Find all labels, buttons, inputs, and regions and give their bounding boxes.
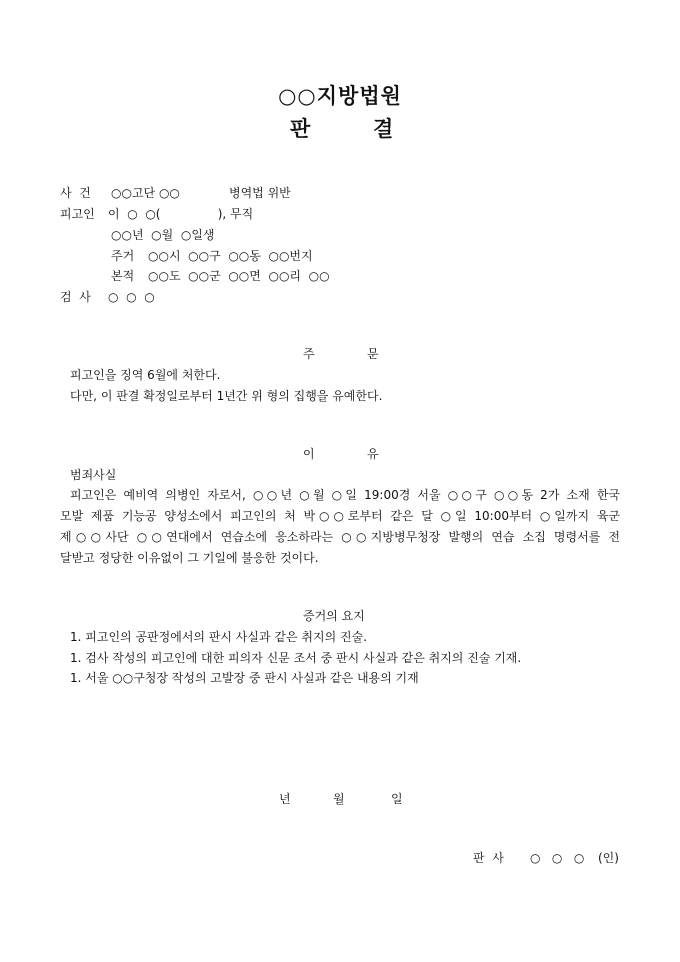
- evidence-heading: 증거의 요지: [303, 609, 365, 623]
- crime-facts-heading: 범죄사실: [70, 468, 117, 482]
- defendant-birth: ○○년 ○월 ○일생: [111, 228, 215, 242]
- document-title-char-1: 판: [290, 116, 311, 141]
- court-name: ○○지방법원: [278, 83, 402, 108]
- crime-facts-line-1: 피고인은 예비역 의병인 자로서, ○○년 ○월 ○일 19:00경 서울 ○○구 ○○동 2가 소재 한국: [70, 488, 620, 502]
- crime-facts-line-4: 달받고 정당한 이유없이 그 기일에 불응한 것이다.: [60, 551, 319, 565]
- crime-facts-line-3: 제○○사단 ○○연대에서 연습소에 응소하라는 ○○지방병무청장 발행의 연습 소집 명령서를 전: [60, 530, 620, 544]
- domicile-value: ○○도 ○○군 ○○면 ○○리 ○○: [148, 269, 330, 283]
- document-title-char-2: 결: [373, 116, 394, 141]
- evidence-item-2: 1. 검사 작성의 피고인에 대한 피의자 신문 조서 중 판시 사실과 같은 취지의 진술 기재.: [70, 651, 522, 665]
- defendant-label: 피고인: [60, 207, 95, 221]
- date-day-char: 일: [391, 792, 403, 806]
- prosecutor-label: 검 사: [60, 290, 91, 304]
- case-label: 사 건: [60, 186, 91, 200]
- order-heading-char-2: 문: [367, 347, 379, 361]
- order-line-1: 피고인을 징역 6월에 처한다.: [70, 368, 221, 382]
- date-year-char: 년: [279, 792, 291, 806]
- judge-name: ○ ○ ○: [530, 851, 585, 865]
- domicile-label: 본적: [111, 269, 135, 283]
- reason-heading-char-1: 이: [303, 447, 315, 461]
- date-month-char: 월: [333, 792, 345, 806]
- address-value: ○○시 ○○구 ○○동 ○○번지: [148, 249, 313, 263]
- crime-facts-line-2: 모발 제품 기능공 양성소에서 피고인의 처 박○○로부터 같은 달 ○일 10:00부터 ○일까지 육군: [60, 509, 620, 523]
- order-line-2: 다만, 이 판결 확정일로부터 1년간 위 형의 집행을 유예한다.: [70, 389, 383, 403]
- order-heading-char-1: 주: [303, 347, 315, 361]
- address-label: 주거: [111, 249, 135, 263]
- judge-label: 판 사: [473, 851, 504, 865]
- defendant-name: 이 ○ ○( ), 무직: [108, 207, 254, 221]
- evidence-item-1: 1. 피고인의 공판정에서의 판시 사실과 같은 취지의 진술.: [70, 630, 367, 644]
- evidence-item-3: 1. 서울 ○○구청장 작성의 고발장 중 판시 사실과 같은 내용의 기재: [70, 671, 419, 685]
- case-number: ○○고단 ○○: [111, 186, 180, 200]
- judge-seal: (인): [598, 851, 619, 865]
- case-charge: 병역법 위반: [229, 186, 291, 200]
- reason-heading-char-2: 유: [367, 447, 379, 461]
- prosecutor-name: ○ ○ ○: [108, 290, 155, 304]
